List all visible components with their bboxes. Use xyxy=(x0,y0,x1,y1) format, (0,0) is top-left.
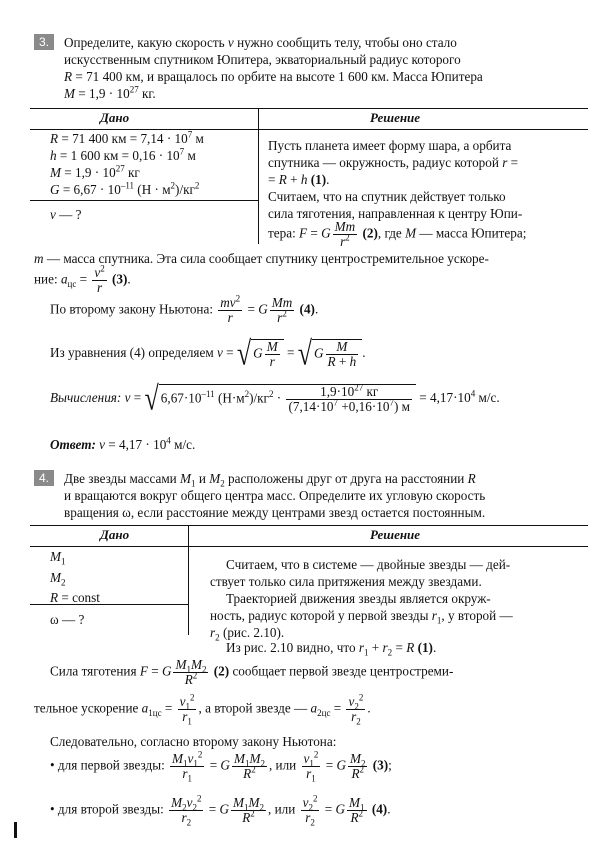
solution-3-calculation: Вычисления: v = √ $6,67\cdot 10^{-11}$ $(Н\cdot м^2)/кг^2$ · $\frac{1,9\cdot 10^{27} кг}{(7,14\cdot 10^7 +0,16\cdot 10^7) м}$ = $4,17\cdot 10^4$ м/с. xyxy=(50,379,500,418)
solution-4-line-9: Следовательно, согласно второму закону Ньютона: xyxy=(50,734,337,749)
problem-4-statement-line-1: Две звезды массами $M_1$ и $M_2$ расположены друг от друга на расстоянии R xyxy=(64,471,476,489)
problem-4-statement-line-2: и вращаются вокруг общего центра масс. Определите их угловую скорость xyxy=(64,488,486,503)
solution-4-line-3: Траекторией движения звезды является окруж- xyxy=(226,591,491,606)
problem-3-solution-header: Решение xyxy=(370,110,421,125)
solution-3-line-6: тера: F = G $\frac{Mm}{r^2}$ (2), где M — масса Юпитера; xyxy=(268,219,527,249)
given-R: R = 71 400 км = $7,14 \cdot 10^7$ м xyxy=(50,129,204,146)
given-G: $G = 6,67 \cdot 10^{-11}$ $(Н \cdot м^2)/кг^2$ xyxy=(50,180,200,197)
problem-4-given-header: Дано xyxy=(100,527,130,542)
problem-4-table-divider xyxy=(188,525,189,635)
find-v: v — ? xyxy=(50,207,82,222)
given-M1: $M_1$ xyxy=(50,549,66,567)
problem-4-statement-line-3: вращения ω, если расстояние между центрами звезд остается постоянным. xyxy=(64,505,486,520)
solution-3-line-7: m — масса спутника. Эта сила сообщает спутнику центростремительное ускоре- xyxy=(34,251,489,266)
solution-4-line-10: • для первой звезды: $\frac{M_1v_1^2}{r_1}$ = G $\frac{M_1M_2}{R^2}$ , или $\frac{v_1^2}{r_1}$ = G $\frac{M_2}{R^2}$ (3); xyxy=(50,749,392,784)
solution-4-line-1: Считаем, что в системе — двойные звезды — дей- xyxy=(226,557,511,572)
given-M: $M = 1,9 \cdot 10^{27}$ кг xyxy=(50,163,140,180)
solution-3-line-9: По второму закону Ньютона: $\frac{mv^2}{r}$ = G $\frac{Mm}{r^2}$ (4). xyxy=(50,293,319,325)
solution-3-line-10: Из уравнения (4) определяем v = √ G $\frac{M}{r}$ = √ G $\frac{M}{R + h}$ . xyxy=(50,334,366,373)
solution-4-line-8: тельное ускорение $a_{1цс}$ = $\frac{v_1^2}{r_1}$ , а второй звезде — $a_{2цс}$ = $\frac{v_2^2}{r_2}$ . xyxy=(34,692,371,727)
problem-3-table-divider xyxy=(258,108,259,244)
problem-3-given-header: Дано xyxy=(100,110,130,125)
problem-3-statement-line-2: искусственным спутником Юпитера, экваториальный радиус которого xyxy=(64,52,461,67)
problem-4-number: 4. xyxy=(34,470,54,486)
find-omega: ω — ? xyxy=(50,612,85,627)
solution-3-line-8: ние: $a_{цс}$ = $\frac{v^2}{r}$ (3). xyxy=(34,263,131,295)
problem-3-answer: Ответ: $v = 4,17 \cdot 10^4$ м/с. xyxy=(50,435,196,452)
problem-4-solution-header: Решение xyxy=(370,527,421,542)
solution-4-line-6: Из рис. 2.10 видно, что $r_1 + r_2 = R$ (1). xyxy=(226,640,437,658)
problem-3-statement-line-3: R = 71 400 км, и вращалось по орбите на высоте 1 600 км. Масса Юпитера xyxy=(64,69,483,84)
problem-3-number: 3. xyxy=(34,34,54,50)
problem-3-statement-line-4: $M = 1,9 \cdot 10^{27}$ кг. xyxy=(64,84,156,101)
given-M2: $M_2$ xyxy=(50,570,66,588)
solution-4-line-11: • для второй звезды: $\frac{M_2v_2^2}{r_2}$ = G $\frac{M_1M_2}{R^2}$ , или $\frac{v_2^2}{r_2}$ = G $\frac{M_1}{R^2}$ (4). xyxy=(50,793,391,828)
solution-4-line-7: Сила тяготения F = G $\frac{M_1M_2}{R^2}$ (2) сообщает первой звезде центростреми- xyxy=(50,657,454,687)
solution-3-line-3: = R + h (1). xyxy=(268,172,330,187)
solution-4-line-5: $r_2$ (рис. 2.10). xyxy=(210,625,285,643)
solution-4-line-4: ность, радиус которой у первой звезды $r_1$, у второй — xyxy=(210,608,513,626)
given-h: h = 1 600 км = $0,16 \cdot 10^7$ м xyxy=(50,146,196,163)
margin-marker xyxy=(14,822,17,838)
solution-3-line-4: Считаем, что на спутник действует только xyxy=(268,189,506,204)
solution-3-line-1: Пусть планета имеет форму шара, а орбита xyxy=(268,138,512,153)
solution-4-line-2: ствует только сила притяжения между звездами. xyxy=(210,574,482,589)
problem-3-statement-line-1: Определите, какую скорость v нужно сообщить телу, чтобы оно стало xyxy=(64,35,457,50)
problem-3-given-underline xyxy=(30,200,258,201)
solution-3-line-5: сила тяготения, направленная к центру Юпи- xyxy=(268,206,523,221)
solution-3-line-2: спутника — окружность, радиус которой r = xyxy=(268,155,519,170)
given-R-const: R = const xyxy=(50,590,100,605)
